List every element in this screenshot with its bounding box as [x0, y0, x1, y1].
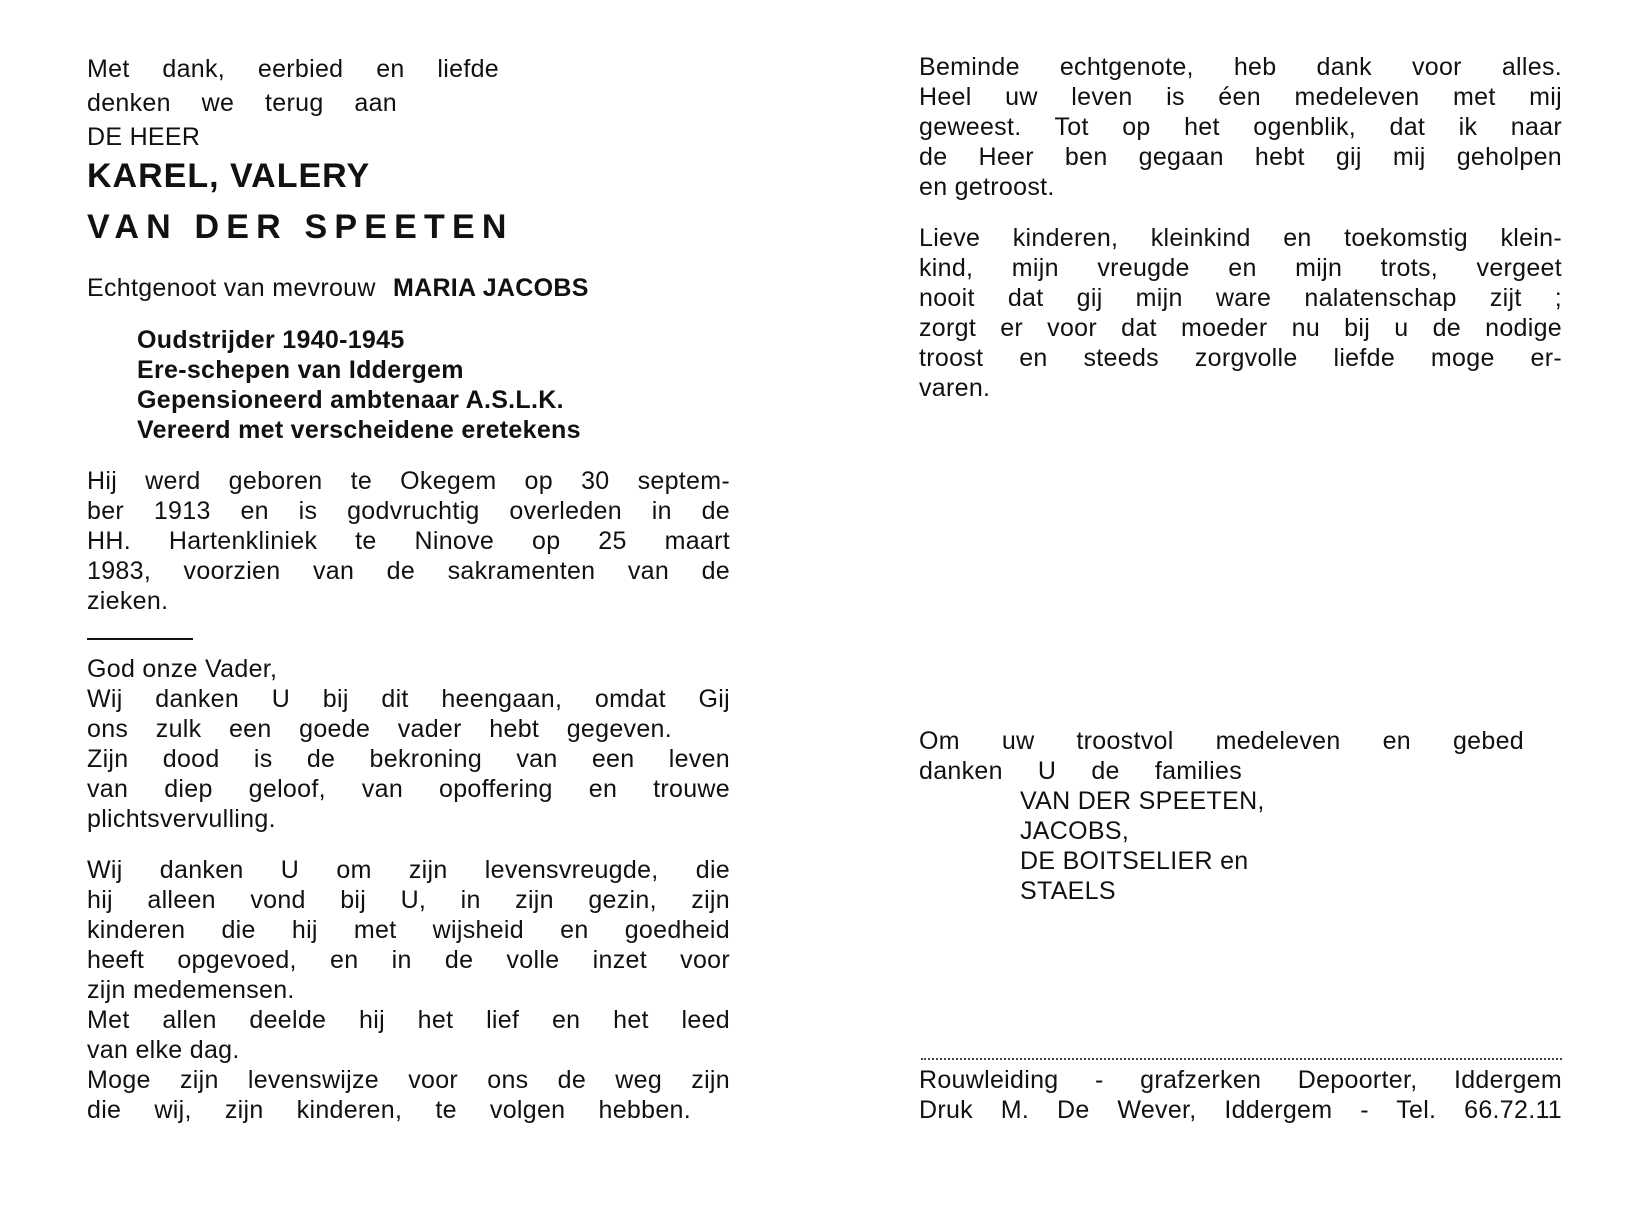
spouse-prefix: Echtgenoot van mevrouw — [87, 274, 376, 302]
message-line: geweest. Tot op het ogenblik, dat ik naar — [919, 113, 1562, 141]
message-line: kind, mijn vreugde en mijn trots, vergeet — [919, 254, 1562, 282]
message-line: Heel uw leven is éen medeleven met mij — [919, 83, 1562, 111]
family-name: JACOBS, — [1020, 817, 1130, 845]
title-line: Vereerd met verscheidene eretekens — [137, 416, 581, 444]
prayer-line: Met allen deelde hij het lief en het leed — [87, 1006, 730, 1034]
title-line: Ere-schepen van Iddergem — [137, 356, 464, 384]
prayer-line: ons zulk een goede vader hebt gegeven. — [87, 715, 672, 743]
message-line: de Heer ben gegaan hebt gij mij geholpen — [919, 143, 1562, 171]
message-line: Beminde echtgenote, heb dank voor alles. — [919, 53, 1562, 81]
message-line: zorgt er voor dat moeder nu bij u de nodige — [919, 314, 1562, 342]
bio-line: ber 1913 en is godvruchtig overleden in de — [87, 497, 730, 525]
family-name: STAELS — [1020, 877, 1116, 905]
intro-line: DE HEER — [87, 123, 201, 151]
title-line: Gepensioneerd ambtenaar A.S.L.K. — [137, 386, 564, 414]
separator-rule — [87, 638, 193, 640]
prayer-line: plichtsvervulling. — [87, 805, 276, 833]
message-line: en getroost. — [919, 173, 1055, 201]
prayer-line: kinderen die hij met wijsheid en goedheid — [87, 916, 730, 944]
prayer-line: van elke dag. — [87, 1036, 240, 1064]
footer-line: Rouwleiding - grafzerken Depoorter, Iddergem — [919, 1066, 1562, 1094]
prayer-line: Zijn dood is de bekroning van een leven — [87, 745, 730, 773]
message-line: nooit dat gij mijn ware nalatenschap zijt ; — [919, 284, 1562, 312]
bio-line: zieken. — [87, 587, 169, 615]
message-line: Lieve kinderen, kleinkind en toekomstig klein- — [919, 224, 1562, 252]
prayer-line: God onze Vader, — [87, 655, 278, 683]
intro-line: denken we terug aan — [87, 89, 397, 117]
footer-line: Druk M. De Wever, Iddergem - Tel. 66.72.11 — [919, 1096, 1562, 1124]
title-line: Oudstrijder 1940-1945 — [137, 326, 405, 354]
bio-line: 1983, voorzien van de sakramenten van de — [87, 557, 730, 585]
intro-line: Met dank, eerbied en liefde — [87, 55, 499, 83]
prayer-line: die wij, zijn kinderen, te volgen hebben. — [87, 1096, 691, 1124]
thanks-line: danken U de families — [919, 757, 1242, 785]
prayer-line: Wij danken U om zijn levensvreugde, die — [87, 856, 730, 884]
prayer-line: van diep geloof, van opoffering en trouwe — [87, 775, 730, 803]
prayer-line: Wij danken U bij dit heengaan, omdat Gij — [87, 685, 730, 713]
spouse-line — [87, 273, 730, 303]
footer-dotted-rule — [921, 1058, 1562, 1060]
prayer-line: heeft opgevoed, en in de volle inzet voor — [87, 946, 730, 974]
family-name: DE BOITSELIER en — [1020, 847, 1249, 875]
bio-line: Hij werd geboren te Okegem op 30 septem- — [87, 467, 730, 495]
message-line: troost en steeds zorgvolle liefde moge er- — [919, 344, 1562, 372]
deceased-first-names: KAREL, VALERY — [87, 157, 371, 195]
bio-line: HH. Hartenkliniek te Ninove op 25 maart — [87, 527, 730, 555]
thanks-line: Om uw troostvol medeleven en gebed — [919, 727, 1524, 755]
message-line: varen. — [919, 374, 991, 402]
prayer-line: zijn medemensen. — [87, 976, 295, 1004]
prayer-line: Moge zijn levenswijze voor ons de weg zijn — [87, 1066, 730, 1094]
prayer-line: hij alleen vond bij U, in zijn gezin, zijn — [87, 886, 730, 914]
spouse-name: MARIA JACOBS — [392, 274, 589, 302]
family-name: VAN DER SPEETEN, — [1020, 787, 1265, 815]
deceased-last-name: VAN DER SPEETEN — [87, 208, 514, 246]
